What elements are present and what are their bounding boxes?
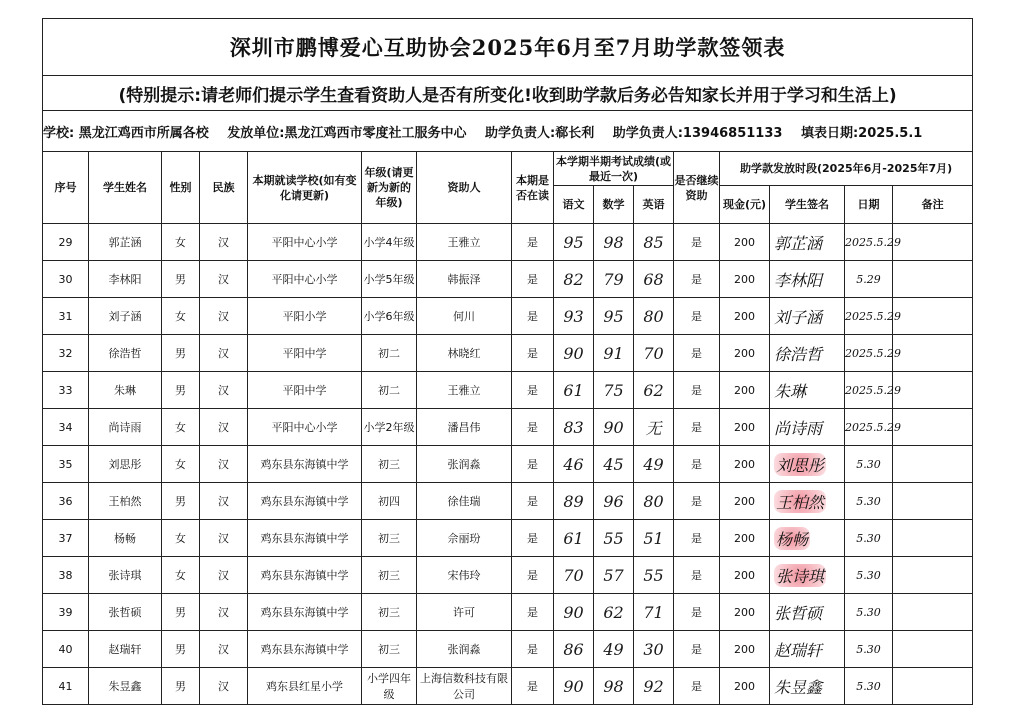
- score-math: 96: [594, 483, 634, 520]
- sign-date: 5.30: [845, 446, 893, 483]
- row-grade: 小学四年级: [362, 668, 417, 705]
- row-ethnicity: 汉: [200, 335, 248, 372]
- row-no: 36: [43, 483, 89, 520]
- row-continue: 是: [674, 224, 720, 261]
- row-school: 鸡东县东海镇中学: [248, 557, 362, 594]
- row-no: 29: [43, 224, 89, 261]
- row-name: 张哲硕: [89, 594, 162, 631]
- sign-date: 5.30: [845, 557, 893, 594]
- row-no: 34: [43, 409, 89, 446]
- row-cash: 200: [720, 298, 770, 335]
- row-sponsor: 潘昌伟: [417, 409, 512, 446]
- row-grade: 初三: [362, 631, 417, 668]
- row-grade: 初二: [362, 372, 417, 409]
- row-remark: [893, 446, 973, 483]
- table-row: [43, 557, 973, 594]
- info-leader: 助学负责人:郗长利: [485, 125, 595, 141]
- col-no: 序号: [43, 152, 89, 224]
- row-sponsor: 宋伟玲: [417, 557, 512, 594]
- score-chinese: 95: [554, 224, 594, 261]
- score-math: 49: [594, 631, 634, 668]
- sponsorship-table: [42, 18, 973, 705]
- student-signature: 朱昱鑫: [770, 668, 845, 705]
- score-english: 62: [634, 372, 674, 409]
- student-signature: 尚诗雨: [770, 409, 845, 446]
- sign-date: 5.30: [845, 483, 893, 520]
- row-no: 31: [43, 298, 89, 335]
- row-no: 35: [43, 446, 89, 483]
- score-english: 68: [634, 261, 674, 298]
- score-chinese: 86: [554, 631, 594, 668]
- row-continue: 是: [674, 261, 720, 298]
- row-ethnicity: 汉: [200, 409, 248, 446]
- col-payout: 助学款发放时段(2025年6月-2025年7月): [720, 152, 973, 186]
- score-math: 55: [594, 520, 634, 557]
- table-row: [43, 261, 973, 298]
- row-cash: 200: [720, 224, 770, 261]
- row-grade: 初三: [362, 446, 417, 483]
- col-english: 英语: [634, 186, 674, 224]
- table-row: [43, 372, 973, 409]
- score-chinese: 82: [554, 261, 594, 298]
- student-signature: [770, 483, 845, 520]
- col-sponsor: 资助人: [417, 152, 512, 224]
- table-row: [43, 446, 973, 483]
- row-continue: 是: [674, 298, 720, 335]
- row-ethnicity: 汉: [200, 224, 248, 261]
- row-enrolled: 是: [512, 409, 554, 446]
- row-no: 37: [43, 520, 89, 557]
- row-enrolled: 是: [512, 372, 554, 409]
- row-cash: 200: [720, 446, 770, 483]
- score-chinese: 83: [554, 409, 594, 446]
- row-cash: 200: [720, 668, 770, 705]
- score-english: 49: [634, 446, 674, 483]
- row-enrolled: 是: [512, 298, 554, 335]
- signature-with-fingerprint: 杨畅: [774, 527, 810, 550]
- student-signature: 张哲硕: [770, 594, 845, 631]
- score-english: 30: [634, 631, 674, 668]
- sign-date: 2025.5.29: [845, 298, 893, 335]
- row-ethnicity: 汉: [200, 520, 248, 557]
- row-school: 平阳中心小学: [248, 224, 362, 261]
- student-signature: 徐浩哲: [770, 335, 845, 372]
- row-school: 平阳中学: [248, 372, 362, 409]
- student-signature: [770, 446, 845, 483]
- row-name: 朱琳: [89, 372, 162, 409]
- student-signature: 朱琳: [770, 372, 845, 409]
- row-sponsor: 许可: [417, 594, 512, 631]
- info-issuer: 发放单位:黑龙江鸡西市零度社工服务中心: [227, 125, 467, 141]
- row-enrolled: 是: [512, 446, 554, 483]
- row-grade: 初二: [362, 335, 417, 372]
- row-ethnicity: 汉: [200, 483, 248, 520]
- sign-date: 5.30: [845, 520, 893, 557]
- row-gender: 男: [162, 483, 200, 520]
- score-chinese: 70: [554, 557, 594, 594]
- row-ethnicity: 汉: [200, 668, 248, 705]
- row-grade: 初四: [362, 483, 417, 520]
- sign-date: 2025.5.29: [845, 372, 893, 409]
- score-chinese: 90: [554, 594, 594, 631]
- row-no: 33: [43, 372, 89, 409]
- row-grade: 初三: [362, 520, 417, 557]
- row-ethnicity: 汉: [200, 446, 248, 483]
- row-enrolled: 是: [512, 483, 554, 520]
- row-school: 平阳中心小学: [248, 409, 362, 446]
- row-sponsor: 上海信数科技有限公司: [417, 668, 512, 705]
- row-cash: 200: [720, 372, 770, 409]
- row-ethnicity: 汉: [200, 298, 248, 335]
- score-math: 57: [594, 557, 634, 594]
- row-continue: 是: [674, 557, 720, 594]
- row-name: 徐浩哲: [89, 335, 162, 372]
- col-sign-date: 日期: [845, 186, 893, 224]
- sheet-title: 深圳市鹏博爱心互助协会2025年6月至7月助学款签领表: [43, 19, 973, 76]
- row-remark: [893, 261, 973, 298]
- sign-date: 2025.5.29: [845, 335, 893, 372]
- row-name: 尚诗雨: [89, 409, 162, 446]
- row-sponsor: 徐佳瑞: [417, 483, 512, 520]
- signature-with-fingerprint: 王柏然: [774, 490, 826, 513]
- row-school: 鸡东县东海镇中学: [248, 631, 362, 668]
- row-name: 朱昱鑫: [89, 668, 162, 705]
- row-no: 38: [43, 557, 89, 594]
- table-body: [43, 224, 973, 705]
- row-remark: [893, 594, 973, 631]
- table-row: [43, 335, 973, 372]
- row-name: 李林阳: [89, 261, 162, 298]
- score-math: 62: [594, 594, 634, 631]
- row-school: 鸡东县红星小学: [248, 668, 362, 705]
- row-remark: [893, 557, 973, 594]
- row-grade: 小学6年级: [362, 298, 417, 335]
- row-remark: [893, 372, 973, 409]
- row-gender: 男: [162, 335, 200, 372]
- table-row: [43, 409, 973, 446]
- row-name: 赵瑞轩: [89, 631, 162, 668]
- info-school: 学校: 黑龙江鸡西市所属各校: [43, 125, 209, 141]
- student-signature: 郭芷涵: [770, 224, 845, 261]
- row-gender: 女: [162, 224, 200, 261]
- info-phone: 助学负责人:13946851133: [612, 125, 783, 141]
- row-sponsor: 王雅立: [417, 224, 512, 261]
- info-line: [43, 111, 973, 152]
- score-chinese: 90: [554, 335, 594, 372]
- col-math: 数学: [594, 186, 634, 224]
- score-english: 55: [634, 557, 674, 594]
- info-date: 填表日期:2025.5.1: [800, 125, 923, 141]
- row-ethnicity: 汉: [200, 594, 248, 631]
- row-continue: 是: [674, 446, 720, 483]
- table-row: [43, 594, 973, 631]
- table-row: [43, 298, 973, 335]
- row-continue: 是: [674, 335, 720, 372]
- row-grade: 初三: [362, 557, 417, 594]
- signature-with-fingerprint: 张诗琪: [774, 564, 826, 587]
- row-continue: 是: [674, 594, 720, 631]
- row-enrolled: 是: [512, 261, 554, 298]
- row-school: 平阳中心小学: [248, 261, 362, 298]
- sign-date: 5.30: [845, 594, 893, 631]
- row-enrolled: 是: [512, 631, 554, 668]
- score-math: 91: [594, 335, 634, 372]
- col-cash: 现金(元): [720, 186, 770, 224]
- score-english: 80: [634, 483, 674, 520]
- row-enrolled: 是: [512, 668, 554, 705]
- row-ethnicity: 汉: [200, 631, 248, 668]
- score-math: 98: [594, 668, 634, 705]
- row-remark: [893, 298, 973, 335]
- row-gender: 女: [162, 557, 200, 594]
- row-school: 鸡东县东海镇中学: [248, 520, 362, 557]
- row-school: 鸡东县东海镇中学: [248, 446, 362, 483]
- score-math: 90: [594, 409, 634, 446]
- row-gender: 女: [162, 298, 200, 335]
- row-remark: [893, 520, 973, 557]
- row-continue: 是: [674, 483, 720, 520]
- row-name: 杨畅: [89, 520, 162, 557]
- score-english: 85: [634, 224, 674, 261]
- score-math: 98: [594, 224, 634, 261]
- row-grade: 小学2年级: [362, 409, 417, 446]
- row-continue: 是: [674, 372, 720, 409]
- row-gender: 男: [162, 631, 200, 668]
- score-math: 45: [594, 446, 634, 483]
- row-enrolled: 是: [512, 520, 554, 557]
- score-chinese: 89: [554, 483, 594, 520]
- row-remark: [893, 409, 973, 446]
- row-cash: 200: [720, 261, 770, 298]
- row-sponsor: 韩振泽: [417, 261, 512, 298]
- col-remark: 备注: [893, 186, 973, 224]
- col-school: 本期就读学校(如有变化请更新): [248, 152, 362, 224]
- col-continue: 是否继续资助: [674, 152, 720, 224]
- row-continue: 是: [674, 668, 720, 705]
- row-cash: 200: [720, 594, 770, 631]
- row-sponsor: 张润淼: [417, 631, 512, 668]
- row-enrolled: 是: [512, 224, 554, 261]
- row-gender: 男: [162, 372, 200, 409]
- student-signature: [770, 557, 845, 594]
- row-continue: 是: [674, 631, 720, 668]
- student-signature: 李林阳: [770, 261, 845, 298]
- score-english: 51: [634, 520, 674, 557]
- row-remark: [893, 483, 973, 520]
- row-cash: 200: [720, 483, 770, 520]
- score-chinese: 46: [554, 446, 594, 483]
- sign-date: 5.30: [845, 631, 893, 668]
- row-gender: 女: [162, 446, 200, 483]
- row-school: 鸡东县东海镇中学: [248, 483, 362, 520]
- row-ethnicity: 汉: [200, 372, 248, 409]
- score-english: 71: [634, 594, 674, 631]
- row-name: 刘思彤: [89, 446, 162, 483]
- sign-date: 2025.5.29: [845, 224, 893, 261]
- row-cash: 200: [720, 335, 770, 372]
- row-gender: 女: [162, 409, 200, 446]
- row-cash: 200: [720, 520, 770, 557]
- score-math: 95: [594, 298, 634, 335]
- row-no: 32: [43, 335, 89, 372]
- score-english: 92: [634, 668, 674, 705]
- row-cash: 200: [720, 631, 770, 668]
- col-enrolled: 本期是否在读: [512, 152, 554, 224]
- row-ethnicity: 汉: [200, 261, 248, 298]
- score-english: 80: [634, 298, 674, 335]
- row-remark: [893, 668, 973, 705]
- row-gender: 女: [162, 520, 200, 557]
- row-enrolled: 是: [512, 557, 554, 594]
- row-grade: 小学4年级: [362, 224, 417, 261]
- row-gender: 男: [162, 668, 200, 705]
- special-notice: (特别提示:请老师们提示学生查看资助人是否有所变化!收到助学款后务必告知家长并用于学习和生活上): [43, 76, 973, 111]
- table-row: [43, 483, 973, 520]
- row-grade: 小学5年级: [362, 261, 417, 298]
- score-chinese: 61: [554, 520, 594, 557]
- row-sponsor: 张润淼: [417, 446, 512, 483]
- student-signature: 刘子涵: [770, 298, 845, 335]
- student-signature: 赵瑞轩: [770, 631, 845, 668]
- signature-with-fingerprint: 刘思彤: [774, 453, 826, 476]
- row-enrolled: 是: [512, 594, 554, 631]
- row-sponsor: 佘丽玢: [417, 520, 512, 557]
- row-name: 刘子涵: [89, 298, 162, 335]
- sign-date: 2025.5.29: [845, 409, 893, 446]
- row-no: 30: [43, 261, 89, 298]
- col-name: 学生姓名: [89, 152, 162, 224]
- col-gender: 性别: [162, 152, 200, 224]
- row-name: 郭芷涵: [89, 224, 162, 261]
- row-no: 39: [43, 594, 89, 631]
- row-cash: 200: [720, 409, 770, 446]
- table-row: [43, 224, 973, 261]
- sign-date: 5.30: [845, 668, 893, 705]
- col-scores: 本学期半期考试成绩(或最近一次): [554, 152, 674, 186]
- col-signature: 学生签名: [770, 186, 845, 224]
- row-sponsor: 林晓红: [417, 335, 512, 372]
- col-grade: 年级(请更新为新的年级): [362, 152, 417, 224]
- score-english: 无: [634, 409, 674, 446]
- row-name: 王柏然: [89, 483, 162, 520]
- row-name: 张诗琪: [89, 557, 162, 594]
- score-chinese: 93: [554, 298, 594, 335]
- row-no: 41: [43, 668, 89, 705]
- row-sponsor: 何川: [417, 298, 512, 335]
- header-row-1: [43, 152, 973, 186]
- row-cash: 200: [720, 557, 770, 594]
- col-ethnicity: 民族: [200, 152, 248, 224]
- row-continue: 是: [674, 520, 720, 557]
- row-remark: [893, 335, 973, 372]
- score-chinese: 61: [554, 372, 594, 409]
- col-chinese: 语文: [554, 186, 594, 224]
- score-chinese: 90: [554, 668, 594, 705]
- row-gender: 男: [162, 261, 200, 298]
- student-signature: [770, 520, 845, 557]
- score-math: 75: [594, 372, 634, 409]
- row-remark: [893, 631, 973, 668]
- table-row: [43, 520, 973, 557]
- table-row: [43, 668, 973, 705]
- row-school: 平阳小学: [248, 298, 362, 335]
- score-english: 70: [634, 335, 674, 372]
- table-row: [43, 631, 973, 668]
- row-ethnicity: 汉: [200, 557, 248, 594]
- score-math: 79: [594, 261, 634, 298]
- row-enrolled: 是: [512, 335, 554, 372]
- row-no: 40: [43, 631, 89, 668]
- row-gender: 男: [162, 594, 200, 631]
- row-continue: 是: [674, 409, 720, 446]
- row-sponsor: 王雅立: [417, 372, 512, 409]
- sign-date: 5.29: [845, 261, 893, 298]
- row-school: 平阳中学: [248, 335, 362, 372]
- row-remark: [893, 224, 973, 261]
- row-grade: 初三: [362, 594, 417, 631]
- row-school: 鸡东县东海镇中学: [248, 594, 362, 631]
